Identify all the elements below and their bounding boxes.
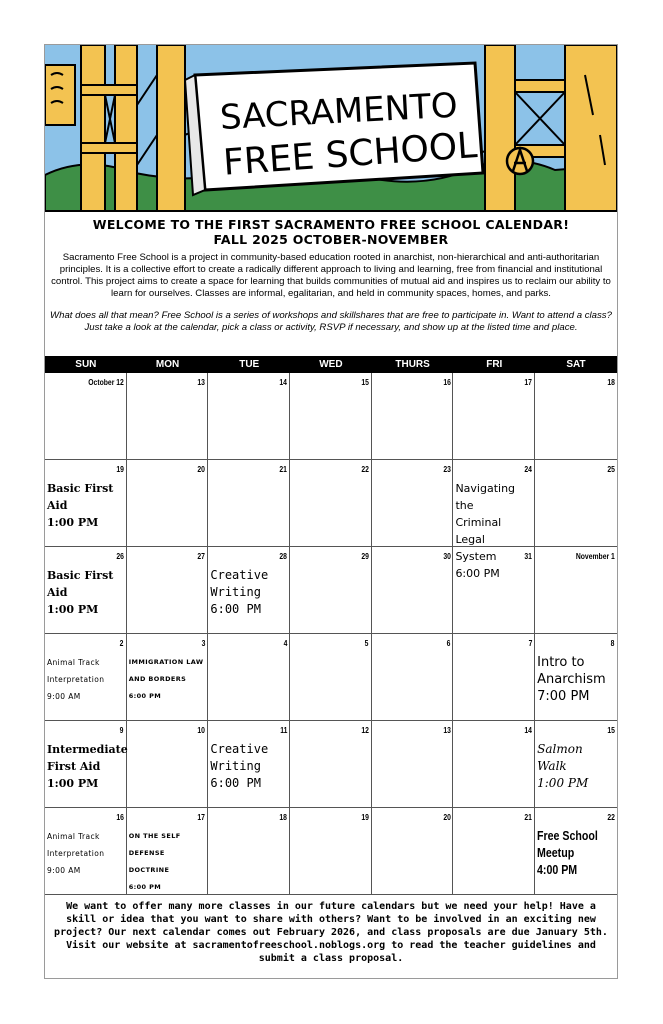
event-title-line: Interpretation [47, 849, 105, 858]
event-time: 6:00 PM [455, 567, 500, 580]
event-title-line: Interpretation [47, 675, 105, 684]
weekday-wed: WED [319, 359, 343, 370]
weekday-sat: SAT [566, 359, 586, 370]
calendar-week [45, 373, 617, 460]
day-number: 30 [442, 552, 451, 561]
calendar-week [45, 547, 617, 634]
day-number: 17 [524, 378, 533, 387]
event-title-line: Meetup [537, 846, 575, 860]
event-title-line: Basic First Aid [47, 569, 114, 599]
calendar-day-cell [453, 547, 535, 633]
calendar-week [45, 634, 617, 721]
calendar-day-cell [127, 547, 209, 633]
day-number: 24 [524, 465, 533, 474]
day-number: 9 [119, 726, 124, 735]
event-title-line: Writing [210, 585, 261, 599]
calendar-event [210, 741, 287, 792]
calendar-week [45, 808, 617, 895]
calendar-day-cell [372, 547, 454, 633]
day-number: 5 [364, 639, 369, 648]
event-title-line: AND BORDERS [128, 675, 187, 683]
calendar-day-cell [372, 721, 454, 807]
day-number: 15 [361, 378, 369, 387]
call-for-proposals: We want to offer many more classes in our future calendars but we need your help! Have a skill or idea that you want to share with others? Want to be involved in an exciting new project? Our next calendar comes out February 2026, and class proposals are due January 5th. Visit our website at sacramentofreeschool.noblogs.org to read the teacher guidelines and submit a class proposal. [54, 901, 608, 964]
day-number: 27 [197, 552, 206, 561]
day-number: 18 [279, 813, 288, 822]
event-title-line: Creative [210, 568, 269, 582]
calendar-event [47, 480, 124, 531]
banner-illustration [45, 45, 617, 212]
event-title-line: Animal Track [47, 832, 100, 841]
calendar-day-cell [372, 808, 454, 894]
heading-line-2: FALL 2025 OCTOBER-NOVEMBER [213, 232, 449, 247]
calendar-day-cell [45, 808, 127, 894]
event-title-line: Intermediate [47, 743, 128, 756]
calendar-day-cell [535, 808, 617, 894]
weekday-tue: TUE [239, 359, 260, 370]
day-number: 13 [442, 726, 451, 735]
calendar-day-cell [127, 721, 209, 807]
event-title-line: Navigating the [455, 482, 516, 512]
day-number: 19 [361, 813, 369, 822]
weekday-sun: SUN [75, 359, 97, 370]
calendar-day-cell [372, 460, 454, 546]
day-number: 16 [442, 378, 451, 387]
calendar-header [45, 356, 617, 373]
day-number: 14 [524, 726, 533, 735]
calendar-day-cell [127, 808, 209, 894]
day-number: 20 [197, 465, 206, 474]
calendar-day-cell [453, 373, 535, 459]
calendar-event [47, 741, 128, 792]
day-number: 26 [116, 552, 124, 561]
calendar-day-cell [290, 634, 372, 720]
calendar-day-cell [372, 373, 454, 459]
day-number: 25 [607, 465, 615, 474]
day-number: 18 [607, 378, 615, 387]
day-number: 16 [116, 813, 124, 822]
day-number: 17 [197, 813, 206, 822]
event-time: 1:00 PM [537, 776, 589, 790]
event-time: 6:00 PM [210, 776, 261, 790]
calendar-event [210, 567, 287, 618]
event-title-line: IMMIGRATION LAW [128, 658, 204, 666]
event-title-line: Intro to [537, 655, 585, 670]
calendar-event [47, 828, 124, 879]
event-time: 9:00 AM [47, 692, 81, 701]
day-number: 11 [279, 726, 288, 735]
calendar-day-cell [45, 460, 127, 546]
day-number: 29 [361, 552, 369, 561]
event-title-line: Writing [210, 759, 261, 773]
intro-paragraph: Sacramento Free School is a project in community-based education rooted in anarchist, non-hierarchical and anti-authoritarian principles. It is a collective effort to create a radically different approach to living and learning, free from financial and institutional control. This project aims to create a space for learning that builds communities of mutual aid and inspires us to reclaim our ability to learn for ourselves. Classes are informal, egalitarian, and held in community spaces, homes, and parks. [51, 252, 611, 299]
calendar-event [537, 654, 615, 705]
day-number: 2 [119, 639, 124, 648]
day-number: 22 [361, 465, 369, 474]
calendar-day-cell [453, 634, 535, 720]
calendar-day-cell [45, 721, 127, 807]
event-title-line: Creative [210, 742, 269, 756]
calendar-day-cell [127, 634, 209, 720]
calendar-day-cell [535, 634, 617, 720]
calendar-day-cell [290, 547, 372, 633]
calendar-day-cell [535, 721, 617, 807]
event-time: 6:00 PM [128, 883, 162, 891]
calendar-day-cell [45, 547, 127, 633]
day-number: 23 [442, 465, 451, 474]
calendar-event [47, 654, 124, 705]
calendar-day-cell [453, 808, 535, 894]
event-title-line: DEFENSE DOCTRINE [128, 849, 170, 874]
day-number: 13 [197, 378, 206, 387]
day-number: 8 [611, 639, 615, 648]
day-number: 6 [446, 639, 451, 648]
event-title-line: Anarchism [537, 672, 606, 687]
calendar-weeks [45, 373, 617, 895]
day-number: 3 [201, 639, 206, 648]
day-number: November 1 [575, 552, 615, 561]
calendar-day-cell [127, 460, 209, 546]
calendar-week [45, 721, 617, 808]
event-title-line: Basic First Aid [47, 482, 114, 512]
calendar-day-cell [290, 808, 372, 894]
sign-line-1: SACRAMENTO [218, 85, 459, 138]
event-title-line: ON THE SELF [128, 832, 181, 840]
day-number: 7 [528, 639, 533, 648]
day-number: October 12 [88, 378, 124, 387]
event-time: 7:00 PM [537, 689, 590, 704]
day-number: 4 [283, 639, 288, 648]
weekday-thurs: THURS [395, 359, 430, 370]
day-number: 10 [197, 726, 206, 735]
calendar-day-cell [372, 634, 454, 720]
event-time: 6:00 PM [210, 602, 261, 616]
event-title-line: Free School [537, 829, 598, 843]
calendar-day-cell [290, 373, 372, 459]
calendar-day-cell [535, 460, 617, 546]
event-time: 1:00 PM [47, 603, 99, 616]
day-number: 28 [279, 552, 288, 561]
event-title-line: First Aid [47, 760, 101, 773]
day-number: 15 [607, 726, 615, 735]
event-time: 9:00 AM [47, 866, 81, 875]
event-time: 1:00 PM [47, 777, 99, 790]
heading-line-1: WELCOME TO THE FIRST SACRAMENTO FREE SCHOOL CALENDAR! [92, 217, 570, 232]
calendar-event [537, 828, 613, 879]
calendar-day-cell [208, 634, 290, 720]
calendar-day-cell [208, 373, 290, 459]
calendar-grid [45, 356, 617, 895]
weekday-mon: MON [155, 359, 180, 370]
calendar-day-cell [535, 373, 617, 459]
calendar-event [47, 567, 124, 618]
calendar-day-cell [208, 460, 290, 546]
calendar-day-cell [208, 547, 290, 633]
calendar-day-cell [453, 721, 535, 807]
sign-line-2: FREE SCHOOL [221, 125, 479, 184]
calendar-event [129, 654, 206, 705]
day-number: 19 [116, 465, 124, 474]
event-time: 4:00 PM [537, 863, 578, 877]
calendar-event [537, 741, 615, 792]
day-number: 21 [524, 813, 533, 822]
intro-section [45, 217, 617, 334]
calendar-day-cell [45, 373, 127, 459]
day-number: 21 [279, 465, 288, 474]
calendar-event [129, 828, 206, 896]
event-title-line: Criminal Legal [455, 516, 502, 546]
calendar-day-cell [45, 634, 127, 720]
calendar-day-cell [290, 721, 372, 807]
calendar-day-cell [290, 460, 372, 546]
event-title-line: System [455, 550, 497, 563]
event-time: 6:00 PM [128, 692, 162, 700]
day-number: 31 [524, 552, 533, 561]
calendar-day-cell [535, 547, 617, 633]
calendar-day-cell [208, 808, 290, 894]
calendar-flyer [44, 44, 618, 979]
calendar-day-cell [208, 721, 290, 807]
day-number: 20 [442, 813, 451, 822]
weekday-fri: FRI [486, 359, 503, 370]
day-number: 14 [279, 378, 288, 387]
day-number: 22 [607, 813, 615, 822]
day-number: 12 [361, 726, 369, 735]
event-title-line: Salmon Walk [537, 742, 583, 773]
calendar-day-cell [127, 373, 209, 459]
intro-question-paragraph: What does all that mean? Free School is a series of workshops and skillshares that are free to participate in. Want to attend a class? Just take a look at the calendar, pick a class or activity, RSVP if necessary, and show up at the listed time and place. [50, 310, 612, 333]
event-title-line: Animal Track [47, 658, 100, 667]
event-time: 1:00 PM [47, 516, 99, 529]
